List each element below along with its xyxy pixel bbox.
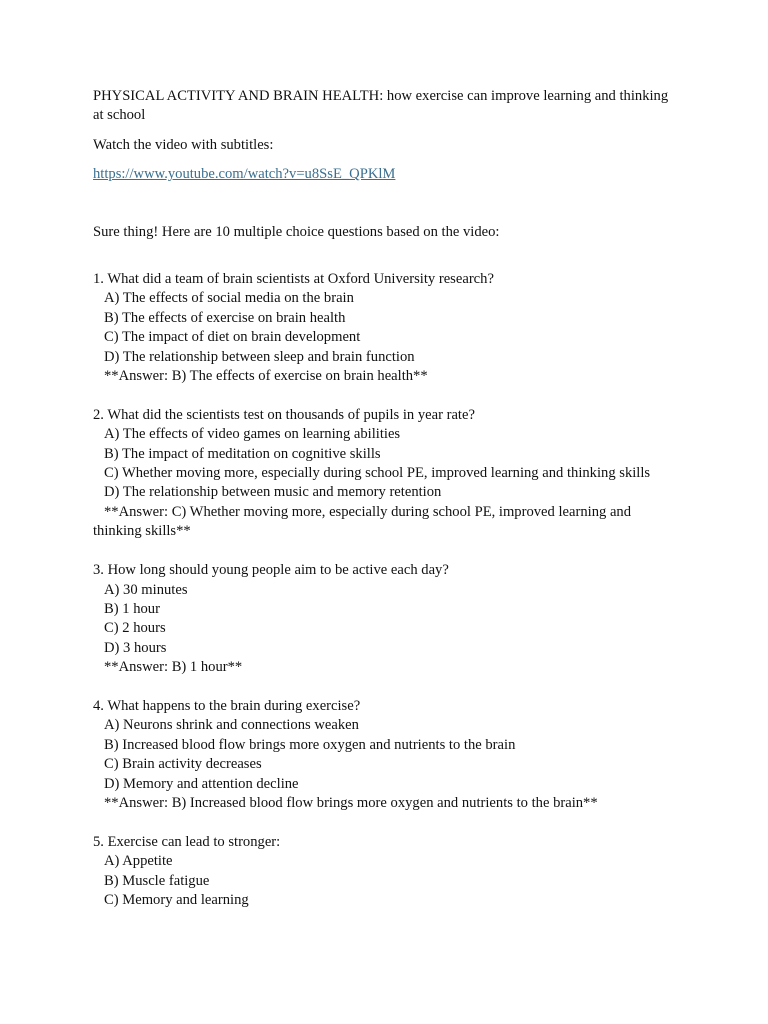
question-list xyxy=(93,270,673,910)
question-text: 5. Exercise can lead to stronger: xyxy=(93,833,281,850)
video-link-line xyxy=(93,165,673,184)
question-3 xyxy=(93,561,673,677)
option: C) Whether moving more, especially during school PE, improved learning and thinking skills xyxy=(104,465,651,482)
answer: **Answer: B) The effects of exercise on brain health** xyxy=(104,368,428,385)
option: C) The impact of diet on brain development xyxy=(104,329,361,346)
question-text: 3. How long should young people aim to be active each day? xyxy=(93,562,449,579)
questions-lead-in: Sure thing! Here are 10 multiple choice questions based on the video: xyxy=(93,223,500,240)
option: B) Muscle fatigue xyxy=(104,872,210,889)
video-link[interactable]: https://www.youtube.com/watch?v=u8SsE_QPKlM xyxy=(93,166,396,183)
document-body xyxy=(93,87,673,930)
option: D) The relationship between music and memory retention xyxy=(104,484,442,501)
answer: **Answer: B) Increased blood flow brings more oxygen and nutrients to the brain** xyxy=(104,794,598,811)
option: A) The effects of video games on learning abilities xyxy=(104,426,401,443)
option: B) The impact of meditation on cognitive skills xyxy=(104,445,381,462)
option: A) 30 minutes xyxy=(104,581,188,598)
answer: **Answer: B) 1 hour** xyxy=(104,659,243,676)
question-text: 4. What happens to the brain during exercise? xyxy=(93,697,361,714)
option: B) 1 hour xyxy=(104,600,160,617)
option: A) Neurons shrink and connections weaken xyxy=(104,717,359,734)
option: C) Brain activity decreases xyxy=(104,756,262,773)
question-2 xyxy=(93,406,673,542)
question-text: 2. What did the scientists test on thousands of pupils in year rate? xyxy=(93,406,475,423)
question-1 xyxy=(93,270,673,386)
option: C) Memory and learning xyxy=(104,891,249,908)
option: A) Appetite xyxy=(104,853,173,870)
document-title: PHYSICAL ACTIVITY AND BRAIN HEALTH: how exercise can improve learning and thinking at school xyxy=(93,88,669,124)
option: B) The effects of exercise on brain health xyxy=(104,309,346,326)
answer: **Answer: C) Whether moving more, especially during school PE, improved learning and thinking skills** xyxy=(93,503,632,540)
watch-prompt: Watch the video with subtitles: xyxy=(93,136,274,153)
option: A) The effects of social media on the brain xyxy=(104,290,354,307)
option: D) 3 hours xyxy=(104,639,167,656)
option: C) 2 hours xyxy=(104,620,166,637)
question-4 xyxy=(93,697,673,813)
option: B) Increased blood flow brings more oxygen and nutrients to the brain xyxy=(104,736,516,753)
option: D) The relationship between sleep and brain function xyxy=(104,348,415,365)
question-5 xyxy=(93,833,673,911)
option: D) Memory and attention decline xyxy=(104,775,299,792)
question-text: 1. What did a team of brain scientists at Oxford University research? xyxy=(93,271,494,288)
